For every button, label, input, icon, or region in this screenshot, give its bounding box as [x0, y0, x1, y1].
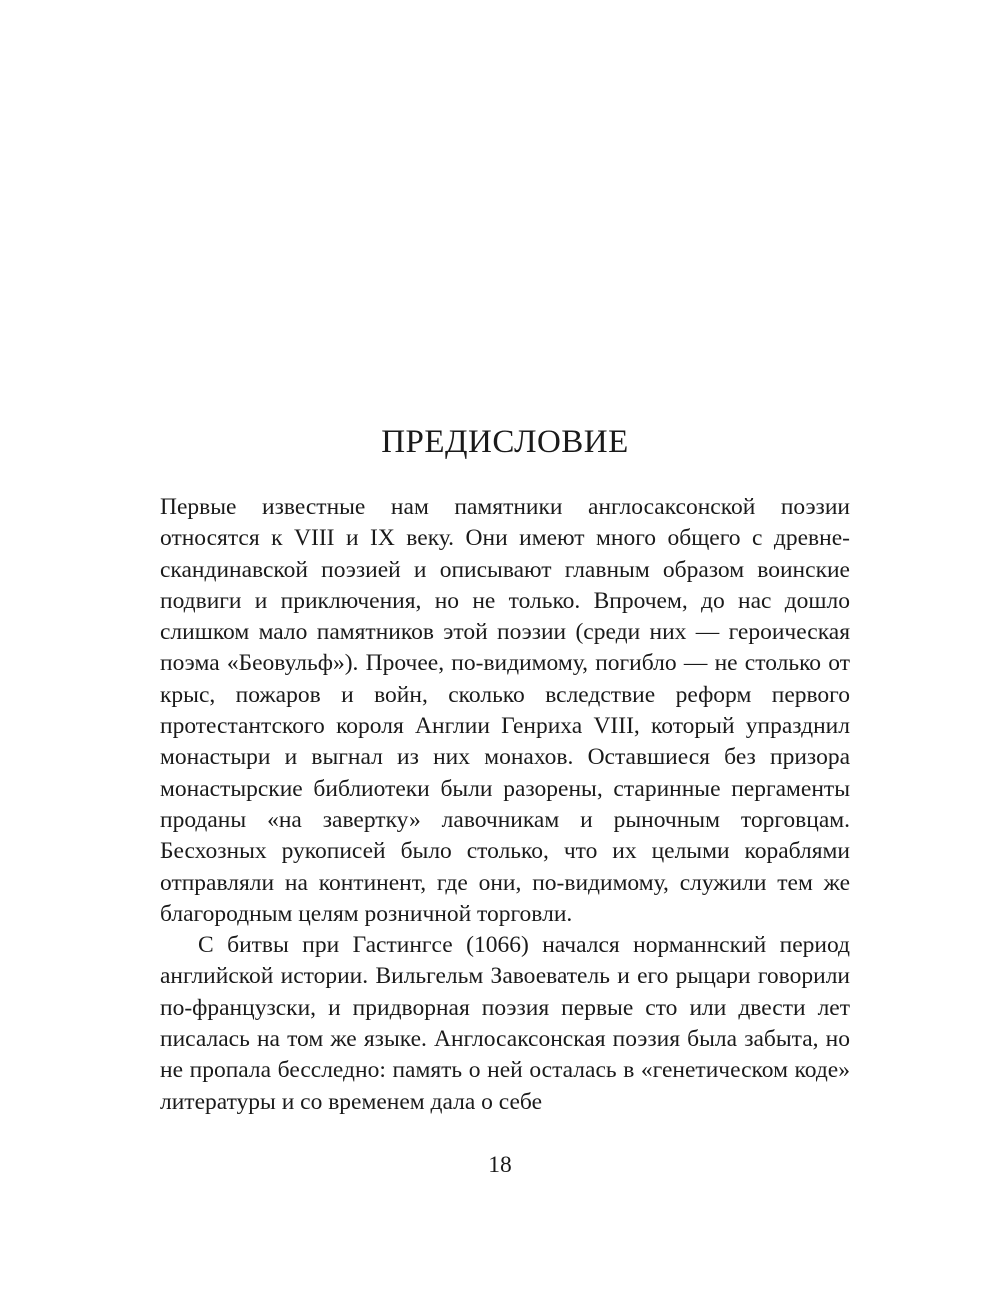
paragraph-1: Первые известные нам памятники англосаксонской поэзии относятся к VIII и IX веку. Они имеют много общего с древнескандинавской поэзией и описывают главным образом воинские подвиги и приключения, но не только. Впрочем, до нас дошло слишком мало памятников этой поэзии (среди них — героическая поэма «Беовульф»). Прочее, по-видимому, погибло — не столько от крыс, пожаров и войн, сколько вследствие реформ первого протестантского короля Англии Генриха VIII, который упразднил монастыри и выгнал из них монахов. Оставшиеся без призора монастырские библиотеки были разорены, старинные пергаменты проданы «на завертку» лавочникам и рыночным торговцам. Бесхозных рукописей было столько, что их целыми кораблями отправляли на континент, где они, по-видимому, служили тем же благородным целям розничной торговли.	[160, 494, 850, 927]
body-text	[160, 492, 850, 1118]
page-number: 18	[488, 1152, 512, 1178]
paragraph-2: С битвы при Гастингсе (1066) начался норманнский период английской истории. Вильгельм Завоеватель и его рыцари говорили по-французски, и придворная поэзия первые сто или двести лет писалась на том же языке. Англосаксонская поэзия была забыта, но не пропала бесследно: память о ней осталась в «генетическом коде» литературы и со временем дала о себе	[160, 932, 850, 1115]
chapter-title: ПРЕДИСЛОВИЕ	[381, 424, 629, 460]
